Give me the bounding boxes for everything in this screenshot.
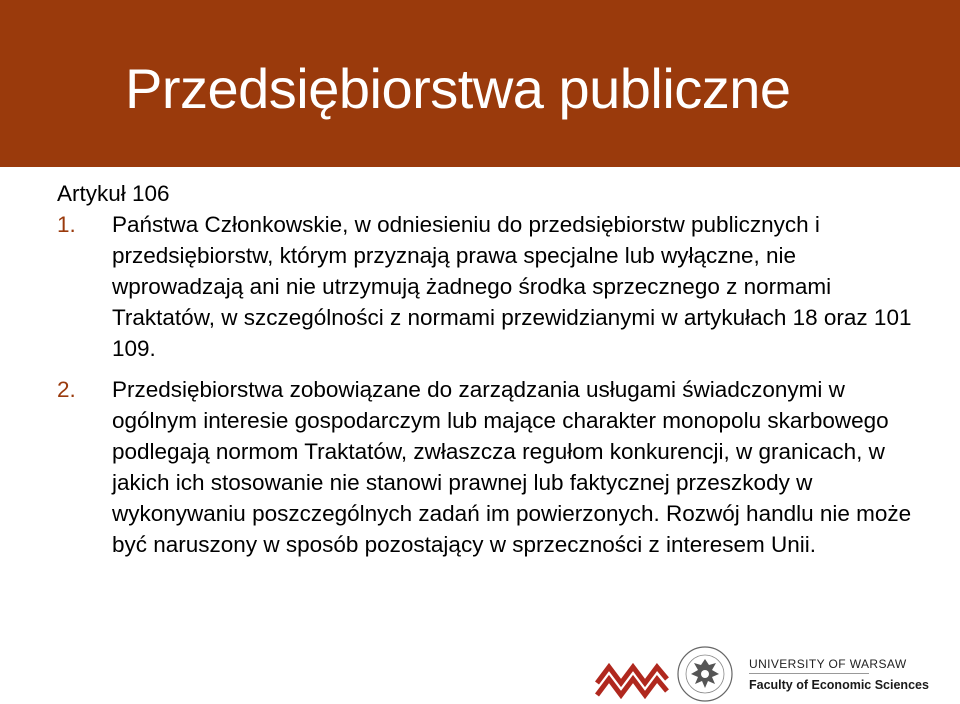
paragraph-number: 2. [57, 377, 76, 402]
paragraph-text: Przedsiębiorstwa zobowiązane do zarządzania usługami świadczonymi w ogólnym interesie gospodarczym lub mające charakter monopolu skarbowego podlegają normom Traktatów, zwłaszcza regułom konkurencji, w granicach, w jakich ich stosowanie nie stanowi prawnej lub faktycznej przeszkody w wykonywaniu poszczególnych zadań im powierzonych. Rozwój handlu nie może być naruszony w sposób pozostający w sprzeczności z interesem Unii. [112, 377, 912, 557]
paragraph-number: 1. [57, 212, 76, 237]
paragraph-2 [57, 374, 917, 560]
university-seal-icon [675, 645, 735, 703]
slide-title: Przedsiębiorstwa publiczne [125, 57, 791, 120]
paragraph-text: Państwa Członkowskie, w odniesieniu do przedsiębiorstw publicznych i przedsiębiorstw, którym przyznają prawa specjalne lub wyłączne, nie wprowadzają ani nie utrzymują żadnego środka sprzecznego z normami Traktatów, w szczególności z normami przewidzianymi w artykułach 18 oraz 101 109. [112, 212, 912, 361]
university-logo [595, 645, 950, 703]
paragraph-1 [57, 209, 917, 364]
wave-logo-icon [595, 653, 669, 699]
faculty-name: Faculty of Economic Sciences [749, 678, 929, 692]
university-wordmark [749, 657, 929, 692]
article-body [57, 178, 917, 560]
article-heading: Artykuł 106 [57, 181, 170, 206]
title-bar [0, 0, 960, 167]
university-name: UNIVERSITY OF WARSAW [749, 657, 869, 674]
